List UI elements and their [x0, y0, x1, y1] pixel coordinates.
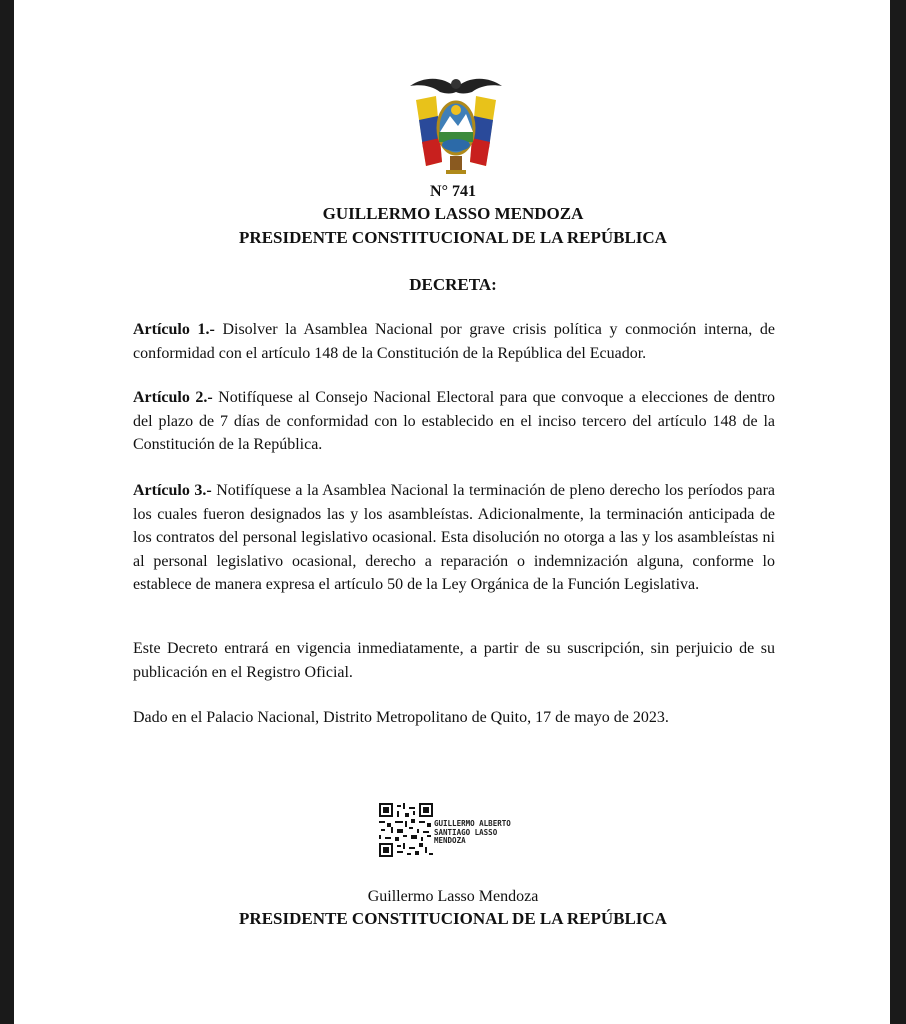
digital-signature-text [434, 820, 544, 846]
qr-code-icon [379, 803, 433, 857]
article-2-label: Artículo 2.- [133, 389, 213, 406]
article-1 [133, 318, 775, 365]
digital-signature-line-2: SANTIAGO LASSO [434, 827, 498, 837]
signer-title: PRESIDENTE CONSTITUCIONAL DE LA REPÚBLICA [239, 909, 667, 928]
dado-en-paragraph: Dado en el Palacio Nacional, Distrito Metropolitano de Quito, 17 de mayo de 2023. [133, 709, 669, 726]
article-1-label: Artículo 1.- [133, 321, 215, 338]
article-3 [133, 479, 775, 597]
ecuador-coat-of-arms-icon [406, 70, 506, 180]
president-name-heading: GUILLERMO LASSO MENDOZA [322, 204, 584, 223]
article-3-text: Notifíquese a la Asamblea Nacional la terminación de pleno derecho los períodos para los cuales fueron designados las y los asambleístas. Adicionalmente, la terminación anticipada de los contratos del personal legislativo ocasional. Esta disolución no otorga a las y los asambleístas ni al personal legislativo ocasional, derecho a reparación o indemnización alguna, conforme lo establece de manera expresa el artículo 50 de la Ley Orgánica de la Función Legislativa. [133, 482, 776, 593]
article-2 [133, 386, 775, 457]
digital-signature-line-3: MENDOZA [434, 836, 466, 845]
signer-name: Guillermo Lasso Mendoza [367, 888, 539, 905]
digital-signature-line-1: GUILLERMO ALBERTO [434, 819, 511, 828]
article-1-text: Disolver la Asamblea Nacional por grave crisis política y conmoción interna, de conformidad con el artículo 148 de la Constitución de la República del Ecuador. [133, 321, 775, 362]
decreta-heading: DECRETA: [409, 275, 497, 294]
decree-number: N° 741 [430, 183, 476, 200]
article-2-text: Notifíquese al Consejo Nacional Electoral para que convoque a elecciones de dentro del plazo de 7 días de conformidad con lo establecido en el inciso tercero del artículo 148 de la Constitución de la República. [133, 389, 776, 453]
article-3-label: Artículo 3.- [133, 482, 212, 499]
vigencia-paragraph: Este Decreto entrará en vigencia inmediatamente, a partir de su suscripción, sin perjuicio de su publicación en el Registro Oficial. [133, 640, 775, 681]
president-title-heading: PRESIDENTE CONSTITUCIONAL DE LA REPÚBLICA [239, 228, 667, 247]
